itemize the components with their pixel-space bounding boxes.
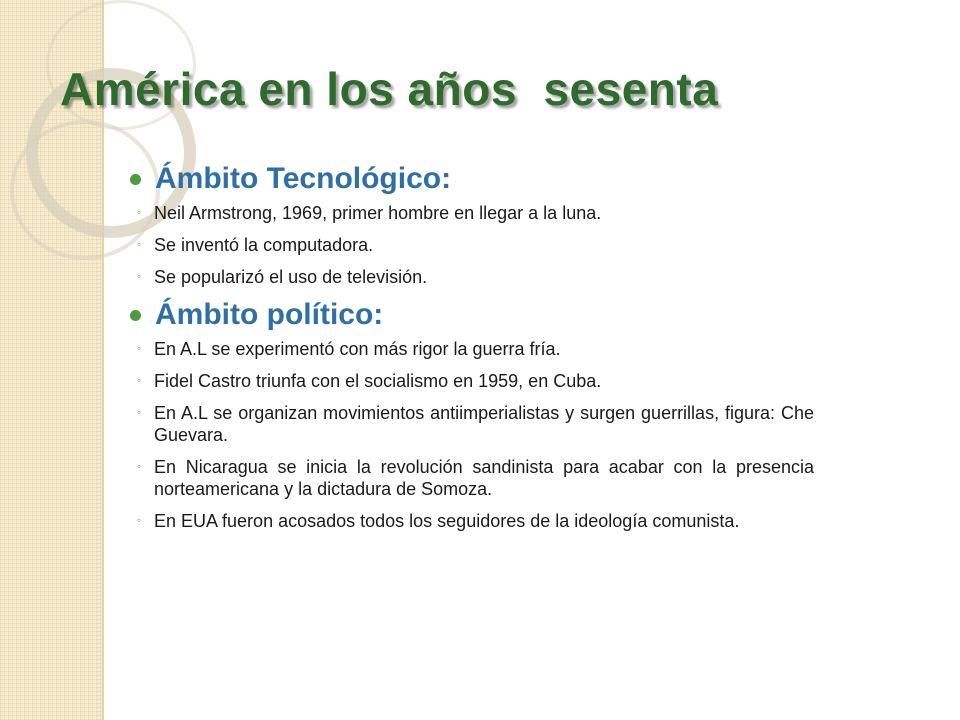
list-item-text: En EUA fueron acosados todos los seguidores de la ideología comunista. [154, 511, 740, 531]
bullet-icon [130, 310, 141, 321]
list-item [124, 370, 814, 392]
sub-bullet-icon: ◦ [136, 205, 142, 219]
bullet-list-tecnologico [124, 202, 814, 288]
list-item [124, 234, 814, 256]
sub-bullet-icon: ◦ [136, 341, 142, 355]
list-item-text: En A.L se experimentó con más rigor la guerra fría. [154, 339, 561, 359]
slide-title: América en los años sesenta [60, 63, 719, 115]
list-item [124, 510, 814, 532]
list-item-text: Fidel Castro triunfa con el socialismo en 1959, en Cuba. [154, 371, 602, 391]
list-item [124, 202, 814, 224]
sub-bullet-icon: ◦ [136, 373, 142, 387]
section-heading-label: Ámbito político: [155, 298, 384, 331]
list-item [124, 402, 814, 446]
list-item [124, 456, 814, 500]
section-heading-politico [124, 298, 814, 332]
list-item [124, 266, 814, 288]
sub-bullet-icon: ◦ [136, 237, 142, 251]
slide-content [124, 162, 814, 542]
bullet-list-politico [124, 338, 814, 532]
section-heading-tecnologico [124, 162, 814, 196]
bullet-icon [130, 174, 141, 185]
sub-bullet-icon: ◦ [136, 405, 142, 419]
section-heading-label: Ámbito Tecnológico: [155, 162, 452, 195]
list-item-text: Neil Armstrong, 1969, primer hombre en llegar a la luna. [154, 203, 602, 223]
list-item-text: Se inventó la computadora. [154, 235, 374, 255]
list-item [124, 338, 814, 360]
sub-bullet-icon: ◦ [136, 513, 142, 527]
list-item-text: En A.L se organizan movimientos antiimperialistas y surgen guerrillas, figura: Che Guevara. [154, 403, 814, 445]
list-item-text: En Nicaragua se inicia la revolución sandinista para acabar con la presencia norteamericana y la dictadura de Somoza. [154, 457, 814, 499]
sub-bullet-icon: ◦ [136, 269, 142, 283]
sub-bullet-icon: ◦ [136, 459, 142, 473]
list-item-text: Se popularizó el uso de televisión. [154, 267, 428, 287]
